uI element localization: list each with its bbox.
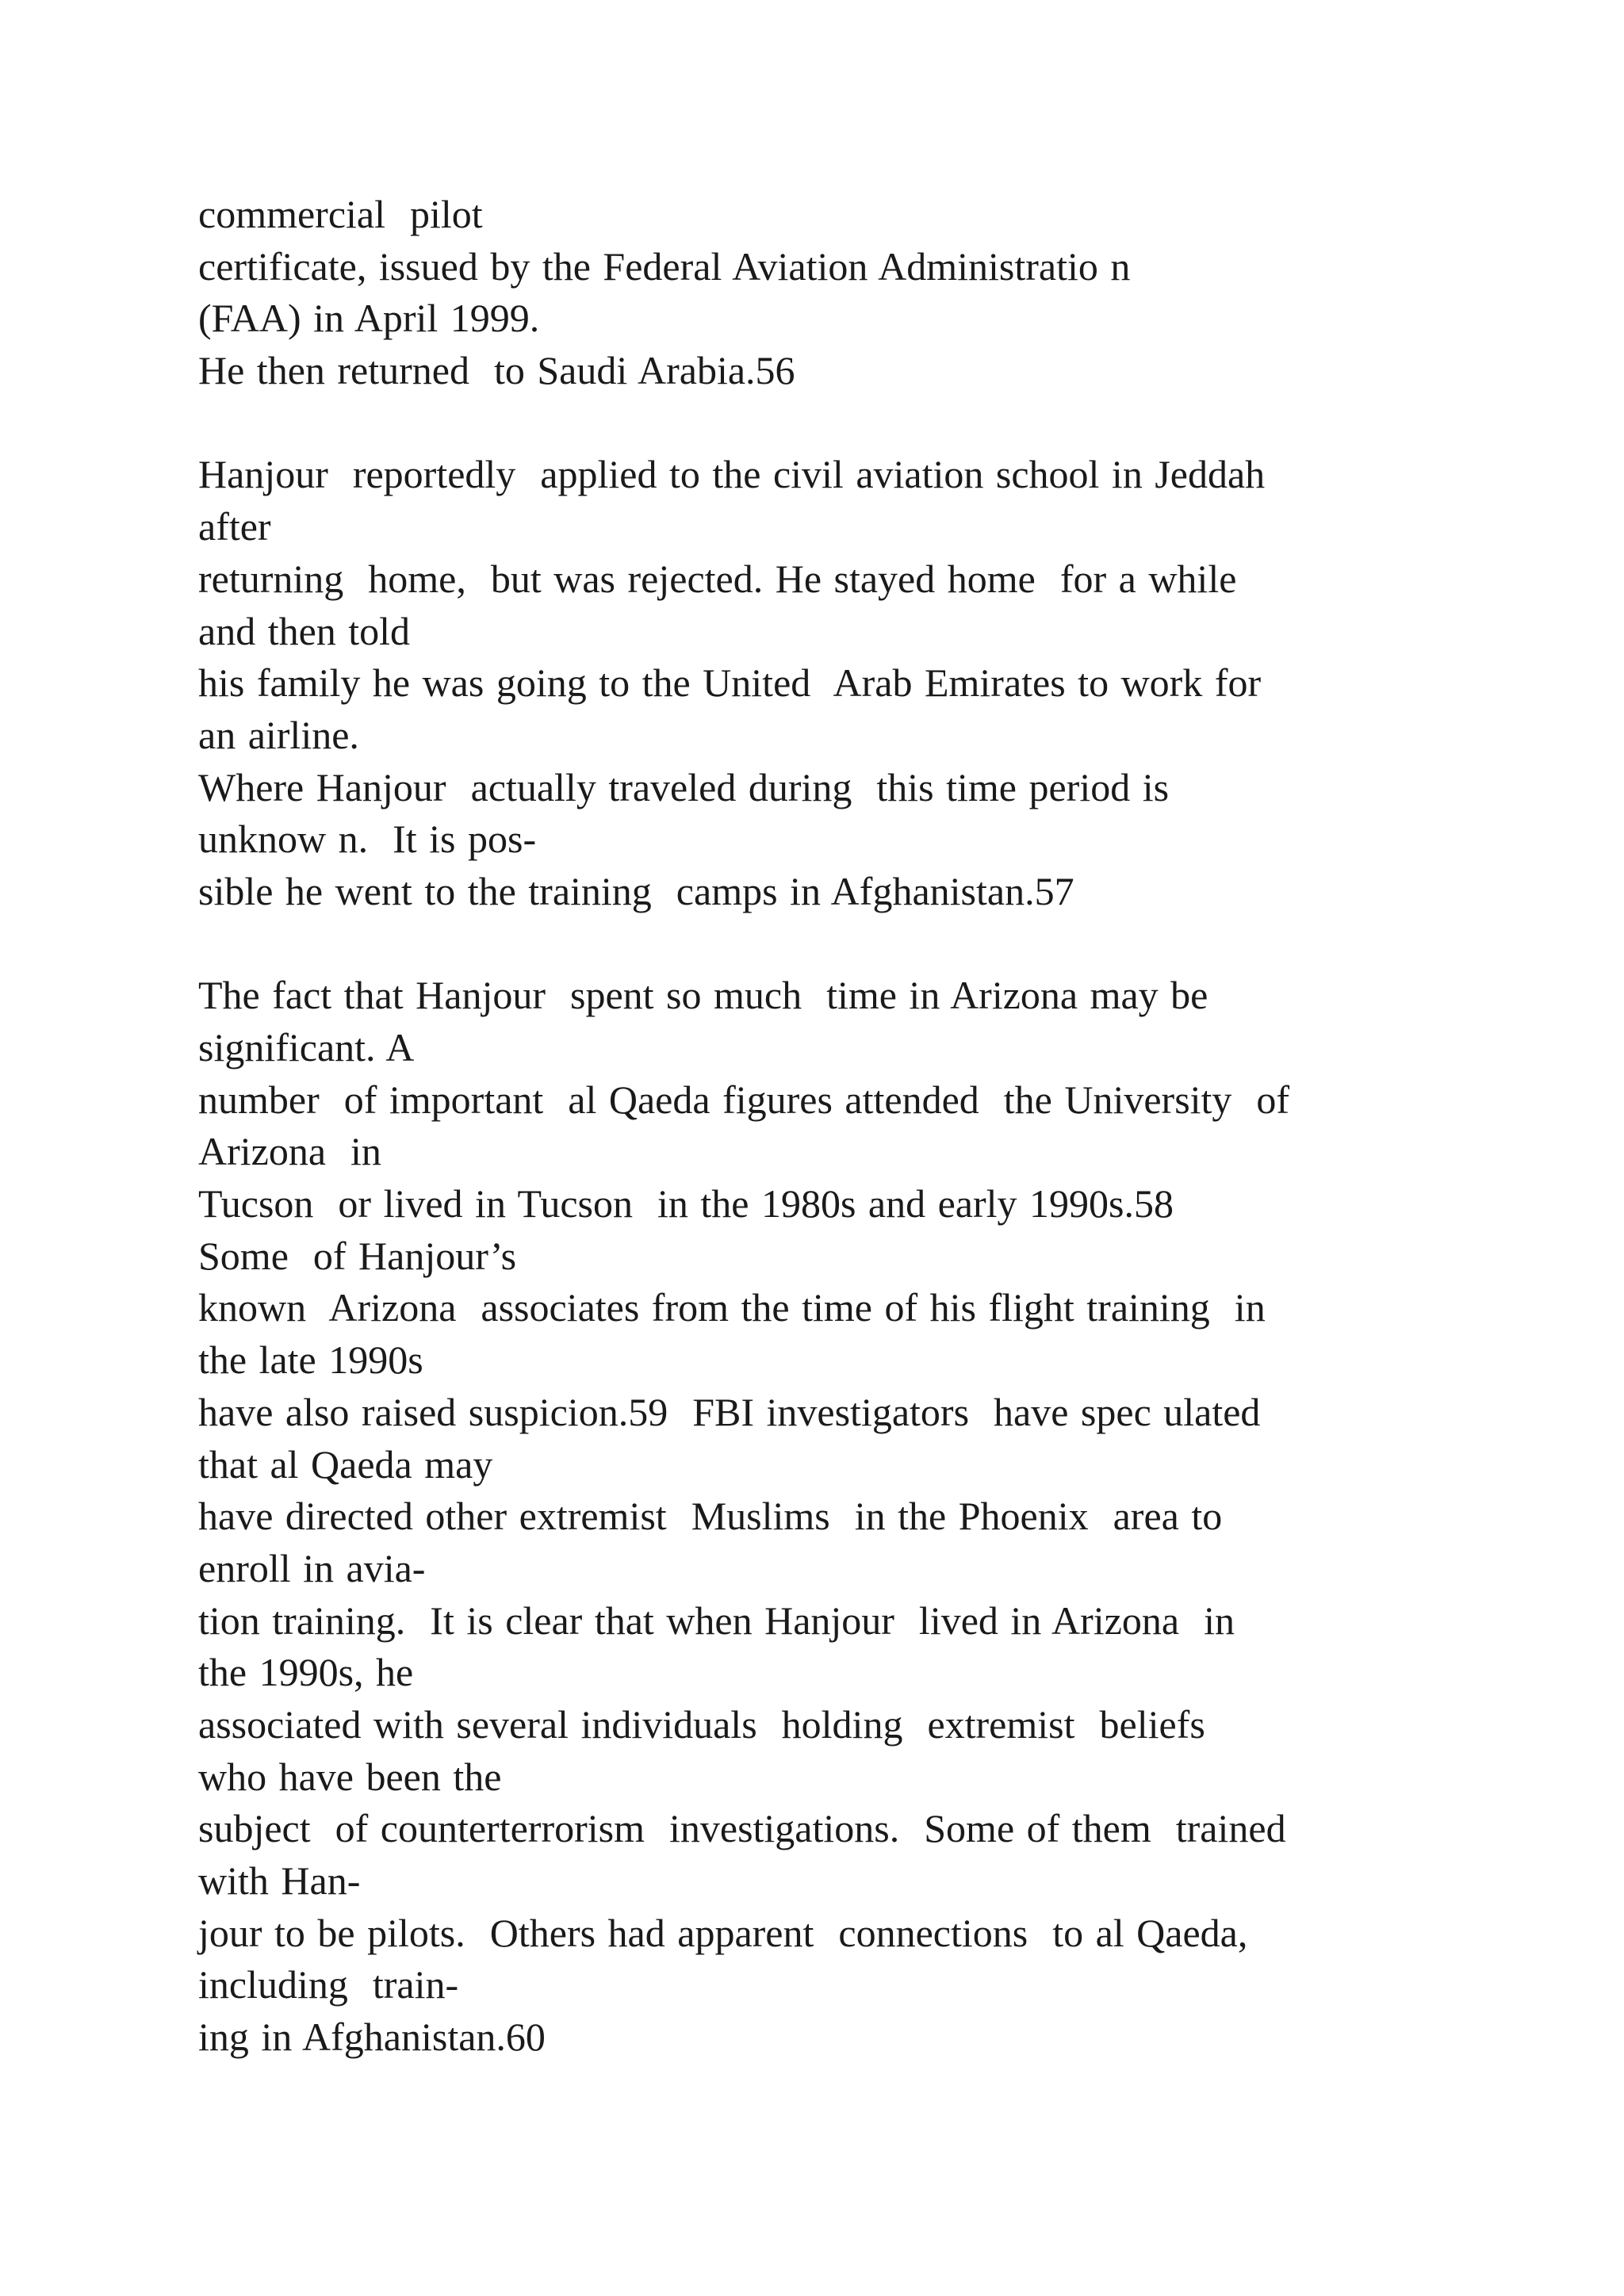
text-line: He then returned to Saudi Arabia.56 (198, 348, 795, 393)
paragraph-spacer (198, 397, 1546, 450)
paragraph-1 (198, 189, 1546, 397)
paragraph-2 (198, 449, 1546, 917)
text-line: significant. A (198, 1025, 415, 1070)
text-line: (FAA) in April 1999. (198, 296, 540, 341)
text-line: Arizona in (198, 1129, 381, 1174)
text-line: after (198, 504, 271, 549)
text-line: associated with several individuals holding extremist beliefs (198, 1701, 1205, 1747)
text-line: that al Qaeda may (198, 1441, 493, 1487)
text-line: who have been the (198, 1754, 502, 1799)
text-line: and then told (198, 608, 411, 653)
text-line: including train- (198, 1962, 459, 2007)
text-line: the 1990s, he (198, 1650, 414, 1695)
text-line: known Arizona associates from the time of his flight training in (198, 1285, 1266, 1330)
text-line: Where Hanjour actually traveled during this time period is (198, 764, 1170, 809)
paragraph-3 (198, 970, 1546, 2063)
text-line: have directed other extremist Muslims in the Phoenix area to (198, 1494, 1223, 1539)
text-line: tion training. It is clear that when Hanjour lived in Arizona in (198, 1598, 1235, 1643)
text-line: with Han- (198, 1858, 361, 1903)
text-line: the late 1990s (198, 1337, 423, 1383)
text-line: jour to be pilots. Others had apparent connections to al Qaeda, (198, 1910, 1248, 1955)
text-line: number of important al Qaeda figures attended the University of (198, 1077, 1290, 1122)
body-text (198, 189, 1546, 2064)
text-line: his family he was going to the United Arab Emirates to work for (198, 660, 1262, 706)
text-line: enroll in avia- (198, 1545, 426, 1590)
text-line: certificate, issued by the Federal Aviation Administratio n (198, 243, 1131, 289)
text-line: ing in Afghanistan.60 (198, 2015, 546, 2060)
text-line: returning home, but was rejected. He stayed home for a while (198, 556, 1237, 601)
text-line: subject of counterterrorism investigations. Some of them trained (198, 1806, 1286, 1851)
text-line: sible he went to the training camps in Afghanistan.57 (198, 868, 1074, 913)
text-line: Tucson or lived in Tucson in the 1980s and early 1990s.58 (198, 1181, 1174, 1226)
text-line: The fact that Hanjour spent so much time in Arizona may be (198, 973, 1208, 1018)
text-line: commercial pilot (198, 192, 483, 236)
text-line: unknow n. It is pos- (198, 817, 537, 862)
paragraph-spacer (198, 918, 1546, 970)
text-line: have also raised suspicion.59 FBI investigators have spec ulated (198, 1389, 1261, 1434)
text-line: Hanjour reportedly applied to the civil aviation school in Jeddah (198, 452, 1266, 497)
text-line: an airline. (198, 712, 359, 757)
text-line: Some of Hanjour’s (198, 1233, 517, 1278)
